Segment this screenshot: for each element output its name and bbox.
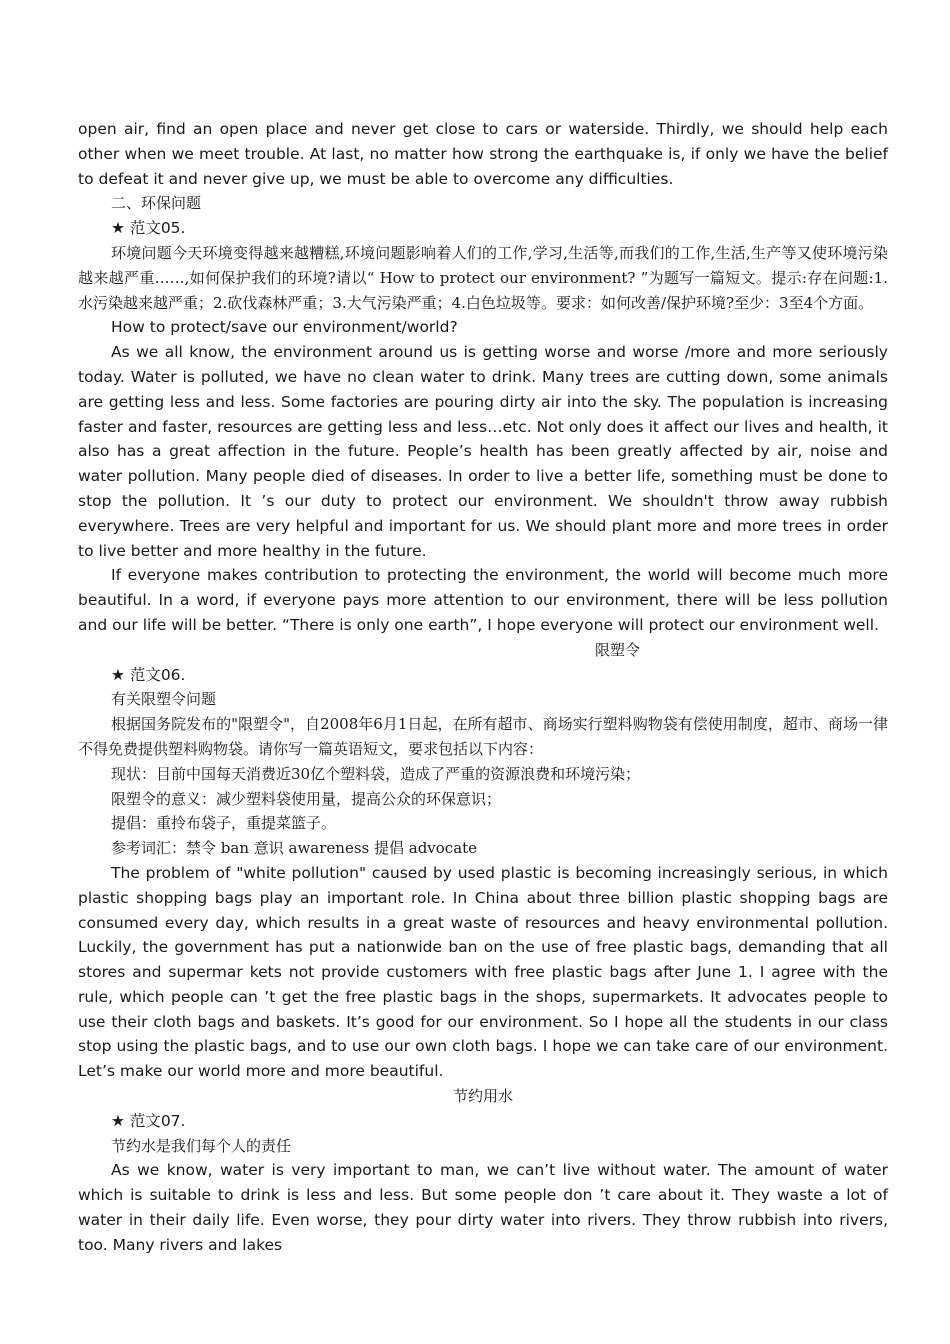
prompt-item: 提倡：重拎布袋子，重提菜篮子。 bbox=[111, 814, 337, 833]
prompt-item: 限塑令的意义：减少塑料袋使用量，提高公众的环保意识； bbox=[111, 789, 502, 808]
paragraph: open air, find an open place and never get close to cars or waterside. Thirdly, we should help each other when we meet trouble. At last, no matter how strong the earthquake is, if only we have the belief to defeat it and never give up, we must be able to overcome any difficulties. bbox=[78, 120, 888, 188]
paragraph: As we all know, the environment around us is getting worse and worse /more and more seriously today. Water is polluted, we have no clean water to drink. Many trees are cutting down, some animals are getting less and less. Some factories are pouring dirty air into the sky. The population is increasing faster and faster, resources are getting less and less…etc. Not only does it affect our lives and health, it also has a great affection in the future. People’s health has been greatly affected by air, noise and water pollution. Many people died of diseases. In order to live a better life, something must be done to stop the pollution. It ’s our duty to protect our environment. We shouldn't throw away rubbish everywhere. Trees are very helpful and important for us. We should plant more and more trees in order to live better and more healthy in the future. bbox=[78, 343, 888, 560]
topic-heading: 节约用水 bbox=[452, 1087, 513, 1106]
paragraph: The problem of "white pollution" caused by used plastic is becoming increasingly serious, in which plastic shopping bags play an important role. In China about three billion plastic shopping bags are consumed every day, which results in a great waste of resources and heavy environmental pollution. Luckily, the government has put a nationwide ban on the use of free plastic bags, demanding that all stores and supermar kets not provide customers with free plastic bags after June 1. I agree with the rule, which people can ’t get the free plastic bags in the shops, supermarkets. It advocates people to use their cloth bags and baskets. It’s good for our environment. So I hope all the students in our class stop using the plastic bags, and to use our own cloth bags. I hope we can take care of our environment. Let’s make our world more and more beautiful. bbox=[78, 863, 888, 1081]
sample-heading: ★ 范文06. bbox=[111, 665, 186, 684]
section-heading: 二、环保问题 bbox=[111, 194, 202, 213]
sample-heading: ★ 范文07. bbox=[111, 1111, 186, 1130]
prompt-item: 现状：目前中国每天消费近30亿个塑料袋，造成了严重的资源浪费和环境污染； bbox=[111, 764, 641, 783]
document-page bbox=[78, 117, 888, 1258]
prompt-paragraph: 根据国务院发布的"限塑令"，自2008年6月1日起，在所有超市、商场实行塑料购物袋有偿使用制度，超市、商场一律不得免费提供塑料购物袋。请你写一篇英语短文，要求包括以下内容： bbox=[78, 715, 888, 758]
essay-subtitle: 有关限塑令问题 bbox=[111, 690, 217, 709]
topic-heading: 限塑令 bbox=[594, 640, 640, 659]
sample-heading: ★ 范文05. bbox=[111, 219, 186, 238]
essay-title: How to protect/save our environment/world? bbox=[111, 318, 458, 337]
essay-subtitle: 节约水是我们每个人的责任 bbox=[111, 1136, 292, 1155]
paragraph: If everyone makes contribution to protecting the environment, the world will become much more beautiful. In a word, if everyone pays more attention to our environment, there will be less pollution and our life will be better. “There is only one earth”, I hope everyone will protect our environment well. bbox=[78, 566, 888, 634]
vocabulary-line: 参考词汇：禁令 ban 意识 awareness 提倡 advocate bbox=[111, 839, 478, 858]
prompt-paragraph: 环境问题今天环境变得越来越糟糕,环境问题影响着人们的工作,学习,生活等,而我们的工作,生活,生产等又使环境污染越来越严重……,如何保护我们的环境?请以“ How to protect our environment? ”为题写一篇短文。提示:存在问题:1.水污染越来越严重；2.砍伐森林严重；3.大气污染严重；4.白色垃圾等。要求：如何改善/保护环境?至少：3至4个方面。 bbox=[78, 243, 888, 312]
paragraph: As we know, water is very important to man, we can’t live without water. The amount of water which is suitable to drink is less and less. But some people don ’t care about it. They waste a lot of water in their daily life. Even worse, they pour dirty water into rivers. They throw rubbish into rivers, too. Many rivers and lakes bbox=[78, 1161, 888, 1254]
